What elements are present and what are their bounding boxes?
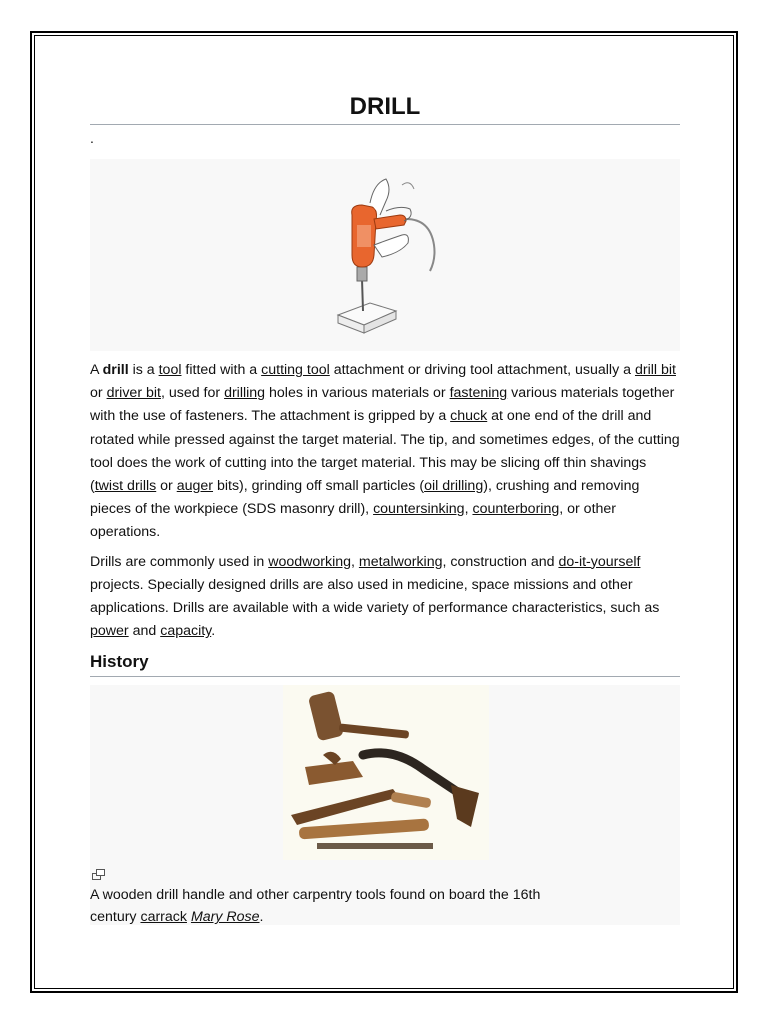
article <box>90 92 680 925</box>
term-drill: drill <box>102 362 129 378</box>
link-woodworking[interactable]: woodworking <box>268 553 352 570</box>
link-carrack[interactable]: carrack <box>140 909 187 926</box>
link-cutting-tool[interactable]: cutting tool <box>261 362 330 378</box>
drill-figure <box>90 159 680 351</box>
link-countersinking[interactable]: countersinking <box>373 501 465 518</box>
link-auger[interactable]: auger <box>176 478 214 495</box>
link-drill-bit[interactable]: drill bit <box>634 362 676 378</box>
link-tool[interactable]: tool <box>158 362 182 378</box>
history-heading: History <box>90 650 680 677</box>
link-driver-bit[interactable]: driver bit <box>106 385 161 402</box>
stray-mark: . <box>90 130 94 146</box>
link-oil-drilling[interactable]: oil drilling <box>424 478 484 495</box>
link-power[interactable]: power <box>90 623 129 640</box>
carpentry-tools-photo <box>283 685 489 860</box>
link-mary-rose[interactable]: Mary Rose <box>190 909 260 926</box>
link-do-it-yourself[interactable]: do-it-yourself <box>558 553 641 570</box>
link-drilling[interactable]: drilling <box>224 385 266 402</box>
link-capacity[interactable]: capacity <box>160 623 212 640</box>
intro-paragraph: A drill is a tool fitted with a cutting tool attachment or driving tool attachment, usually a drill bit or driver bit, used for drilling holes in various materials or fastening various materials together with the use of fasteners. The attachment is gripped by a chuck at one end of the drill and rotated while pressed against the target material. The tip, and sometimes edges, of the cutting tool does the work of cutting into the target material. This may be slicing off thin shavings (twist drills or auger bits), grinding off small particles (oil drilling), crushing and removing pieces of the workpiece (SDS masonry drill), countersinking, counterboring, or other operations. <box>90 362 680 541</box>
history-figure <box>90 685 680 925</box>
drill-illustration <box>330 175 450 335</box>
link-chuck[interactable]: chuck <box>450 408 488 425</box>
uses-paragraph: Drills are commonly used in woodworking, metalworking, construction and do-it-yourself projects. Specially designed drills are also used in medicine, space missions and other applications. Drills are available with a wide variety of performance characteristics, such as power and capacity. <box>90 553 660 640</box>
link-fastening[interactable]: fastening <box>449 385 508 402</box>
link-counterboring[interactable]: counterboring <box>472 501 560 518</box>
link-twist-drills[interactable]: twist drills <box>94 478 157 495</box>
figure-caption: A wooden drill handle and other carpentry tools found on board the 16th century carrack Mary Rose. <box>90 887 541 926</box>
link-metalworking[interactable]: metalworking <box>358 553 443 570</box>
enlarge-icon[interactable] <box>92 869 106 881</box>
page-title: DRILL <box>90 92 680 125</box>
